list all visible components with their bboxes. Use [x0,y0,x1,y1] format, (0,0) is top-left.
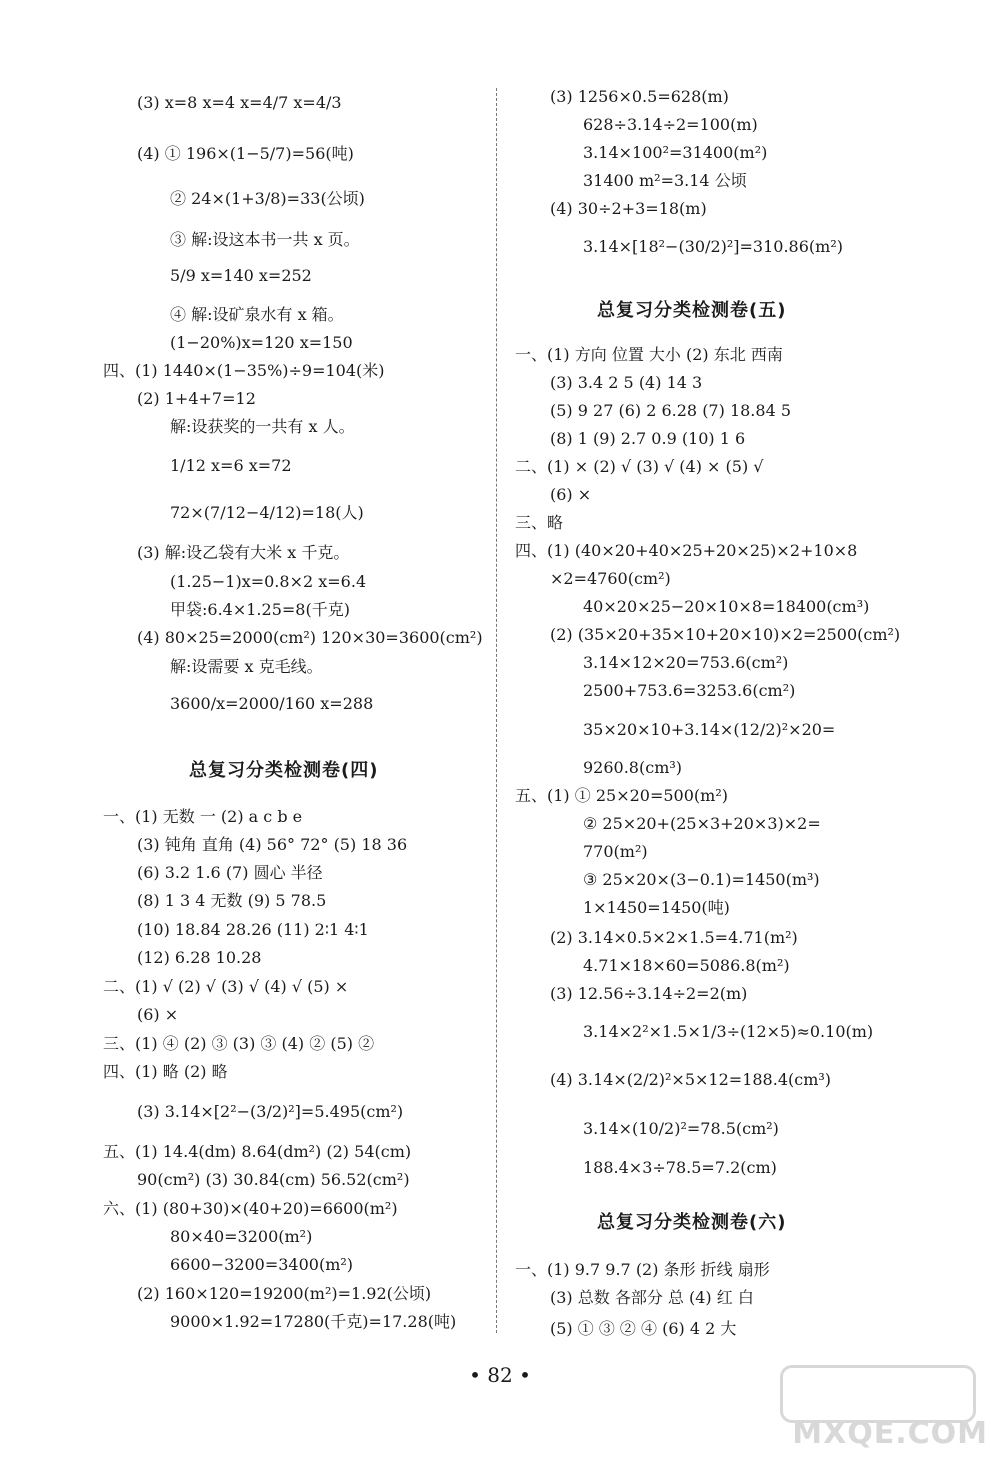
left-column [0,0,490,1463]
answer-line: (10) 18.84 28.26 (11) 2∶1 4∶1 [137,920,369,939]
answer-line: ② 25×20+(25×3+20×3)×2= [583,814,821,833]
answer-line: 解:设需要 x 克毛线。 [170,657,323,676]
answer-line: ④ 解:设矿泉水有 x 箱。 [170,305,344,324]
answer-line: 1×1450=1450(吨) [583,898,730,917]
answer-line: 35×20×10+3.14×(12/2)²×20= [583,720,836,739]
answer-line: 9000×1.92=17280(千克)=17.28(吨) [170,1312,457,1331]
answer-line: 六、(1) (80+30)×(40+20)=6600(m²) [103,1199,398,1218]
answer-line: ③ 解:设这本书一共 x 页。 [170,230,360,249]
answer-line: 80×40=3200(m²) [170,1227,313,1246]
answer-line: (3) 3.4 2 5 (4) 14 3 [550,373,703,392]
answer-line: 解:设获奖的一共有 x 人。 [170,417,355,436]
column-divider [496,88,497,1333]
answer-line: 3.14×100²=31400(m²) [583,143,768,162]
answer-line: (3) 12.56÷3.14÷2=2(m) [550,984,748,1003]
answer-line: 31400 m²=3.14 公顷 [583,171,747,190]
answer-line: 甲袋:6.4×1.25=8(千克) [170,600,350,619]
answer-line: 1/12 x=6 x=72 [170,456,292,475]
answer-line: 90(cm²) (3) 30.84(cm) 56.52(cm²) [137,1170,410,1189]
answer-line: (3) 3.14×[2²−(3/2)²]=5.495(cm²) [137,1102,404,1121]
answer-line: 二、(1) √ (2) √ (3) √ (4) √ (5) × [103,977,349,996]
answer-line: ③ 25×20×(3−0.1)=1450(m³) [583,870,820,889]
answer-line: (3) x=8 x=4 x=4/7 x=4/3 [137,93,342,112]
answer-line: (4) 30÷2+3=18(m) [550,199,707,218]
answer-line: (6) 3.2 1.6 (7) 圆心 半径 [137,863,323,882]
answer-line: 一、(1) 无数 一 (2) a c b e [103,807,303,826]
answer-line: (4) 80×25=2000(cm²) 120×30=3600(cm²) [137,628,483,647]
answer-line: 5/9 x=140 x=252 [170,266,312,285]
answer-line: 四、(1) 略 (2) 略 [103,1062,228,1081]
answer-line: 3.14×2²×1.5×1/3÷(12×5)≈0.10(m) [583,1022,874,1041]
answer-line: (4) ① 196×(1−5/7)=56(吨) [137,144,354,163]
answer-line: (3) 总数 各部分 总 (4) 红 白 [550,1288,754,1307]
answer-line: 770(m²) [583,842,648,861]
answer-line: (3) 解:设乙袋有大米 x 千克。 [137,543,350,562]
answer-line: 3.14×[18²−(30/2)²]=310.86(m²) [583,237,843,256]
answer-line: 五、(1) 14.4(dm) 8.64(dm²) (2) 54(cm) [103,1142,412,1161]
answer-line: (3) 钝角 直角 (4) 56° 72° (5) 18 36 [137,835,408,854]
answer-line: (1.25−1)x=0.8×2 x=6.4 [170,572,367,591]
answer-line: ② 24×(1+3/8)=33(公顷) [170,189,365,208]
section-title: 总复习分类检测卷(六) [597,1212,787,1233]
answer-line: 9260.8(cm³) [583,758,683,777]
answer-line: (8) 1 (9) 2.7 0.9 (10) 1 6 [550,429,746,448]
answer-line: 6600−3200=3400(m²) [170,1255,354,1274]
answer-line: (4) 3.14×(2/2)²×5×12=188.4(cm³) [550,1070,832,1089]
answer-line: (5) ① ③ ② ④ (6) 4 2 大 [550,1319,737,1338]
answer-line: (12) 6.28 10.28 [137,948,262,967]
section-title: 总复习分类检测卷(五) [597,300,787,321]
watermark-logo [780,1365,976,1423]
answer-line: (5) 9 27 (6) 2 6.28 (7) 18.84 5 [550,401,792,420]
answer-line: (6) × [137,1005,179,1024]
right-column [500,0,1000,1463]
answer-line: 五、(1) ① 25×20=500(m²) [515,786,728,805]
answer-line: 四、(1) 1440×(1−35%)÷9=104(米) [103,361,385,380]
page-number: • 82 • [469,1363,531,1387]
answer-line: 三、(1) ④ (2) ③ (3) ③ (4) ② (5) ② [103,1034,375,1053]
answer-line: 40×20×25−20×10×8=18400(cm³) [583,597,870,616]
answer-line: 3600/x=2000/160 x=288 [170,694,374,713]
answer-line: (3) 1256×0.5=628(m) [550,87,729,106]
section-title: 总复习分类检测卷(四) [189,760,379,781]
answer-line: 4.71×18×60=5086.8(m²) [583,956,790,975]
answer-line: 二、(1) × (2) √ (3) √ (4) × (5) √ [515,457,764,476]
answer-line: (2) (35×20+35×10+20×10)×2=2500(cm²) [550,625,901,644]
answer-line: (2) 1+4+7=12 [137,389,256,408]
answer-line: 一、(1) 9.7 9.7 (2) 条形 折线 扇形 [515,1260,770,1279]
answer-line: (6) × [550,485,592,504]
watermark [788,1365,988,1455]
answer-line: (2) 160×120=19200(m²)=1.92(公顷) [137,1284,432,1303]
answer-line: (2) 3.14×0.5×2×1.5=4.71(m²) [550,928,798,947]
answer-line: (8) 1 3 4 无数 (9) 5 78.5 [137,891,327,910]
answer-line: 一、(1) 方向 位置 大小 (2) 东北 西南 [515,345,783,364]
answer-line: 628÷3.14÷2=100(m) [583,115,758,134]
answer-line: 3.14×(10/2)²=78.5(cm²) [583,1119,779,1138]
watermark-url: MXQE.COM [792,1416,988,1451]
answer-line: 72×(7/12−4/12)=18(人) [170,503,364,522]
answer-line: 3.14×12×20=753.6(cm²) [583,653,789,672]
answer-line: ×2=4760(cm²) [550,569,671,588]
answer-line: 188.4×3÷78.5=7.2(cm) [583,1158,777,1177]
answer-line: (1−20%)x=120 x=150 [170,333,353,352]
answer-line: 三、略 [515,513,564,532]
answer-line: 四、(1) (40×20+40×25+20×25)×2+10×8 [515,541,858,560]
answer-line: 2500+753.6=3253.6(cm²) [583,681,796,700]
